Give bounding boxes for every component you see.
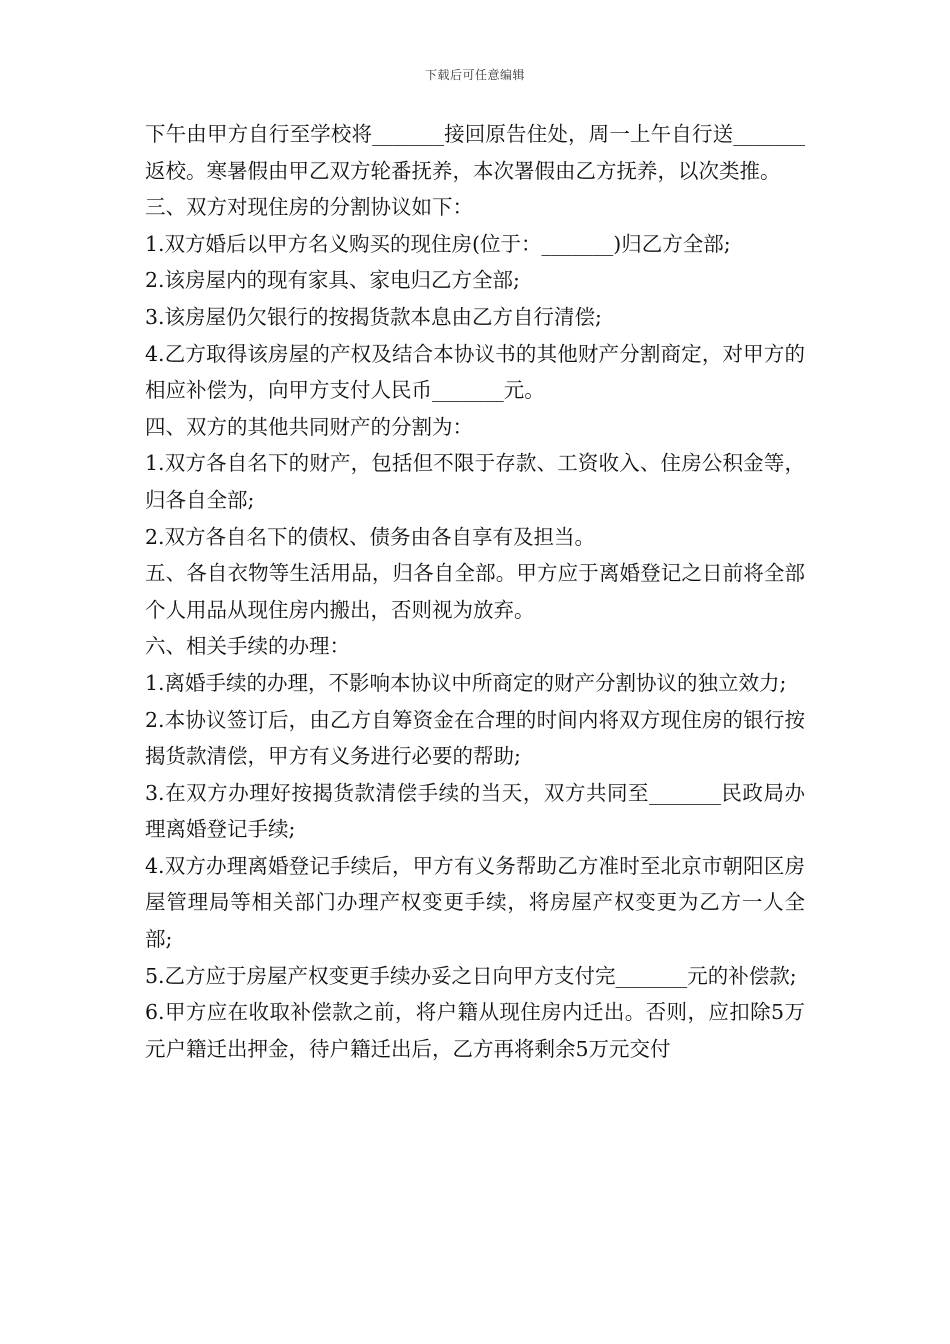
paragraph: 1.双方各自名下的财产，包括但不限于存款、工资收入、住房公积金等，归各自全部; [145, 451, 805, 512]
paragraph: 5.乙方应于房屋产权变更手续办妥之日向甲方支付完_______元的补偿款; [145, 963, 797, 988]
paragraph: 3.在双方办理好按揭货款清偿手续的当天，双方共同至_______民政局办理离婚登记手续; [145, 780, 805, 842]
paragraph: 下午由甲方自行至学校将_______接回原告住处，周一上午自行送_______返校。寒暑假由甲乙双方轮番抚养，本次署假由乙方抚养，以次类推。 [145, 122, 805, 183]
paragraph: 2.双方各自名下的债权、债务由各自享有及担当。 [145, 524, 596, 549]
paragraph: 3.该房屋仍欠银行的按揭货款本息由乙方自行清偿; [145, 304, 602, 329]
paragraph: 2.本协议签订后，由乙方自筹资金在合理的时间内将双方现住房的银行按揭货款清偿，甲方有义务进行必要的帮助; [145, 707, 805, 769]
document-body [145, 116, 805, 1067]
section-heading: 三、双方对现住房的分割协议如下： [145, 195, 473, 220]
paragraph: 4.双方办理离婚登记手续后，甲方有义务帮助乙方准时至北京市朝阳区房屋管理局等相关部门办理产权变更手续，将房屋产权变更为乙方一人全部; [145, 853, 805, 952]
section-heading: 六、相关手续的办理： [145, 634, 350, 659]
paragraph: 6.甲方应在收取补偿款之前，将户籍从现住房内迁出。否则，应扣除5万元户籍迁出押金，待户籍迁出后，乙方再将剩余5万元交付 [145, 1000, 805, 1061]
paragraph: 2.该房屋内的现有家具、家电归乙方全部; [145, 268, 520, 293]
paragraph: 1.离婚手续的办理，不影响本协议中所商定的财产分割协议的独立效力; [145, 670, 787, 695]
header-note: 下载后可任意编辑 [424, 68, 525, 82]
section-heading: 五、各自衣物等生活用品，归各自全部。甲方应于离婚登记之日前将全部个人用品从现住房内搬出，否则视为放弃。 [145, 561, 805, 622]
section-heading: 四、双方的其他共同财产的分割为： [145, 414, 473, 439]
paragraph: 4.乙方取得该房屋的产权及结合本协议书的其他财产分割商定，对甲方的相应补偿为，向甲方支付人民币_______元。 [145, 341, 805, 403]
paragraph: 1.双方婚后以甲方名义购买的现住房(位于：_______)归乙方全部; [145, 231, 731, 256]
